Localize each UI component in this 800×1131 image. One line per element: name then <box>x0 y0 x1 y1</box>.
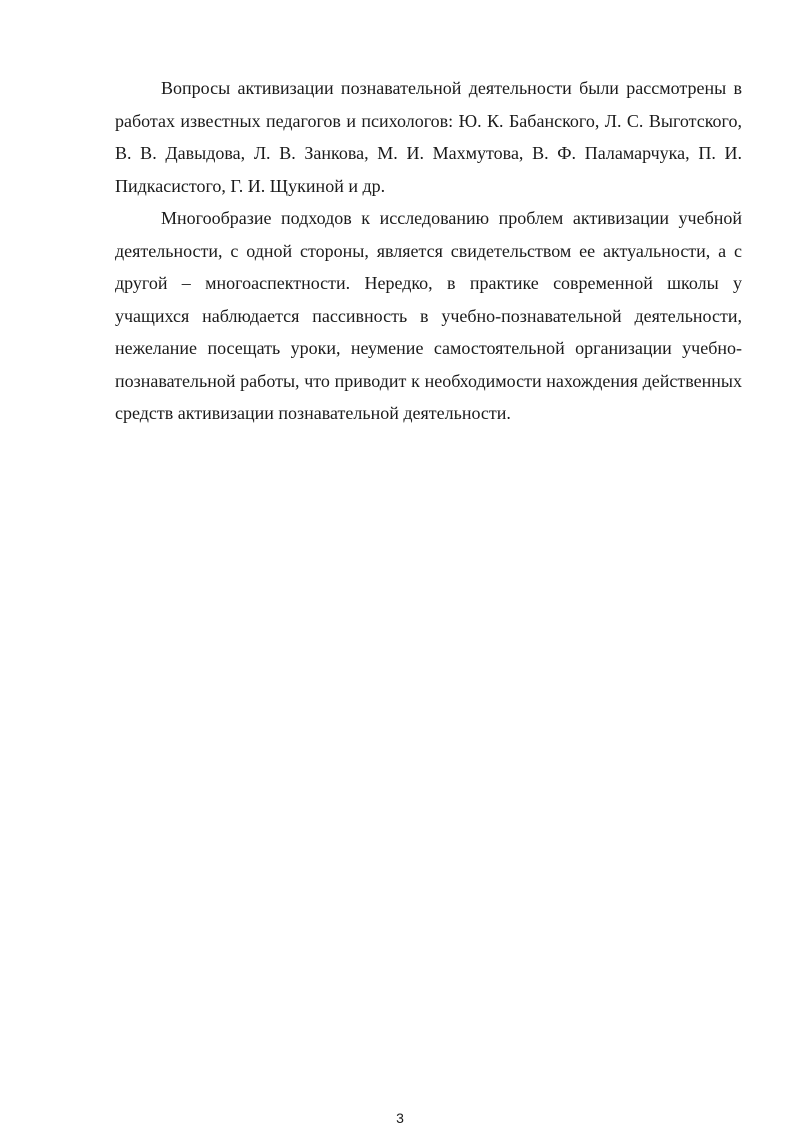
page-number: 3 <box>396 1110 404 1126</box>
document-body <box>115 72 742 430</box>
paragraph-approaches: Многообразие подходов к исследованию проблем активизации учебной деятельности, с одной стороны, является свидетельством ее актуальности, а с другой – многоаспектности. Нередко, в практике современной школы у учащихся наблюдается пассивность в учебно-познавательной деятельности, нежелание посещать уроки, неумение самостоятельной организации учебно-познавательной работы, что приводит к необходимости нахождения действенных средств активизации познавательной деятельности. <box>115 208 742 423</box>
paragraph-researchers: Вопросы активизации познавательной деятельности были рассмотрены в работах известных педагогов и психологов: Ю. К. Бабанского, Л. С. Выготского, В. В. Давыдова, Л. В. Занкова, М. И. Махмутова, В. Ф. Паламарчука, П. И. Пидкасистого, Г. И. Щукиной и др. <box>115 78 742 196</box>
